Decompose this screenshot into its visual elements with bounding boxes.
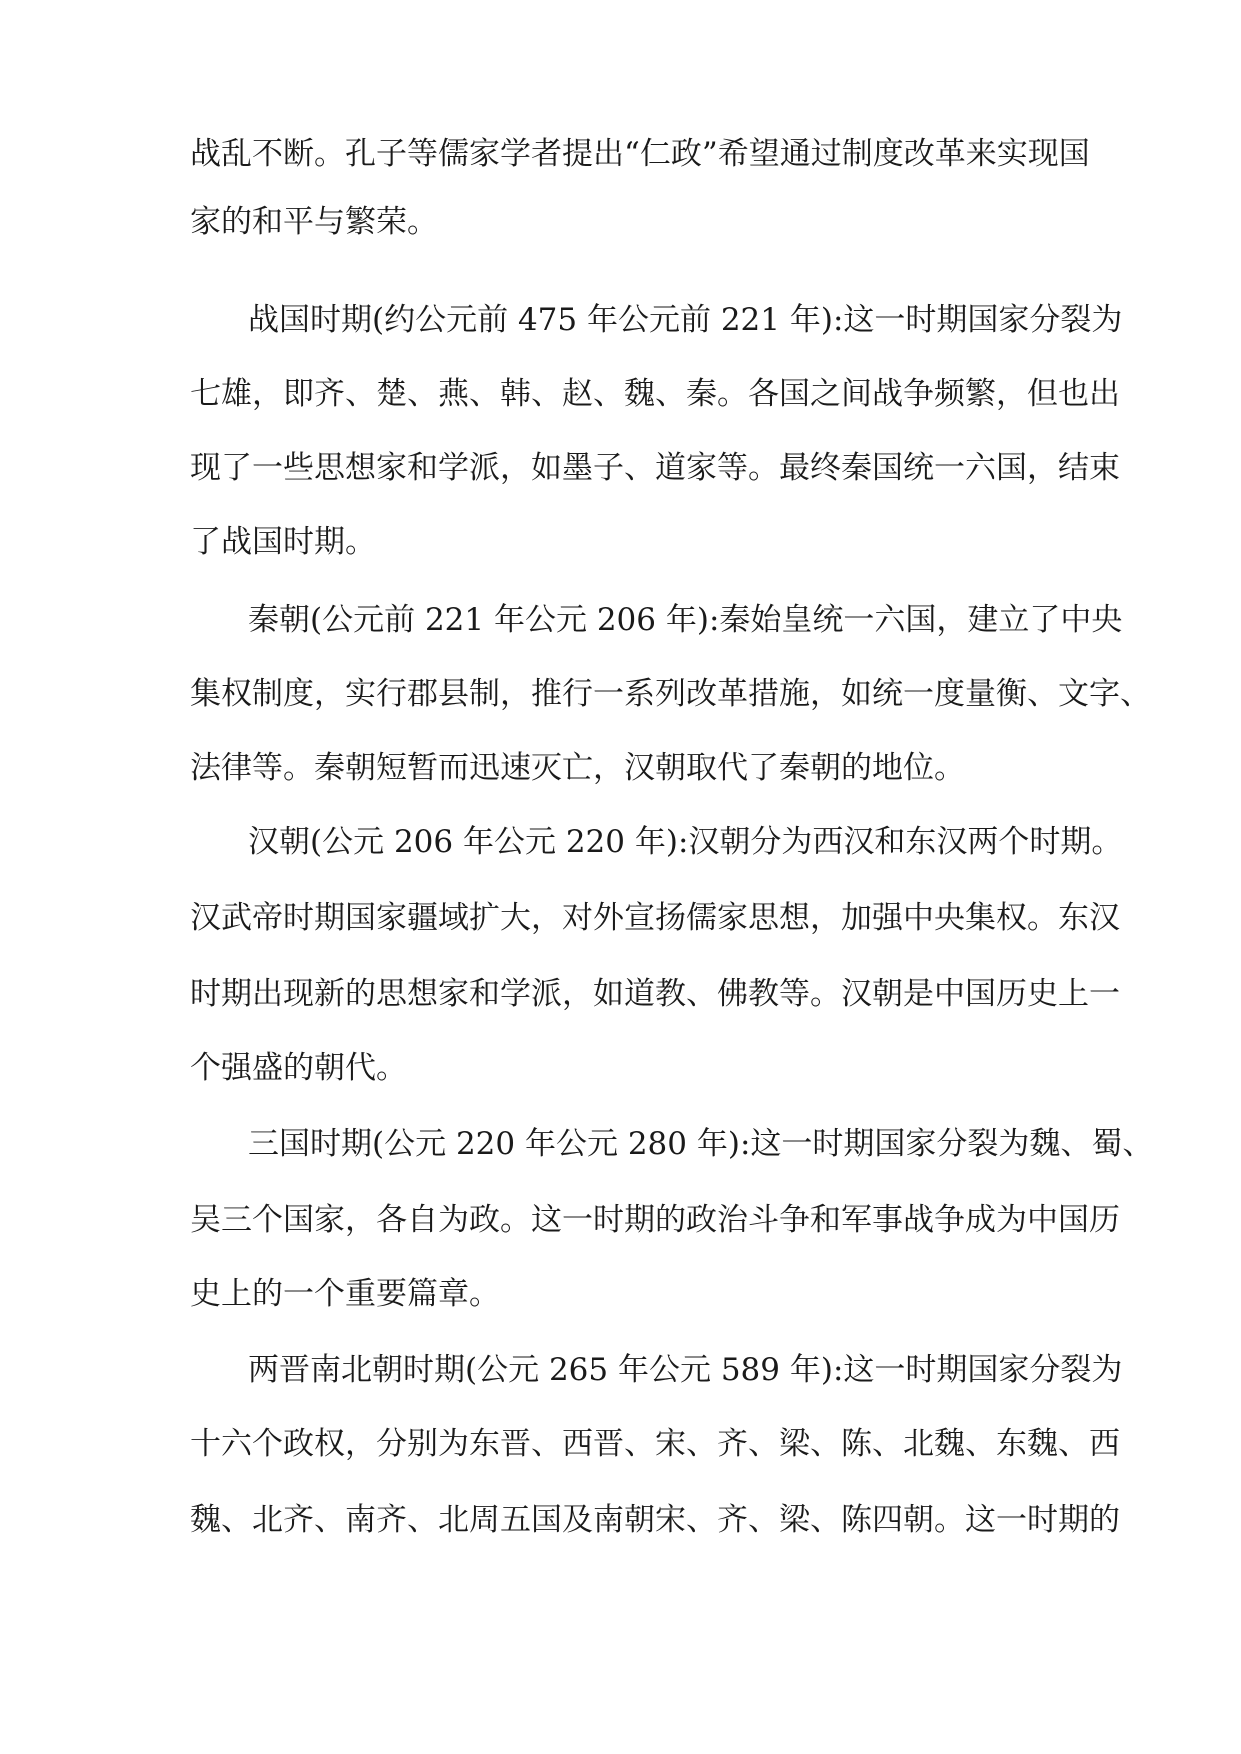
text-line: 十六个政权，分别为东晋、西晋、宋、齐、梁、陈、北魏、东魏、西 (190, 1426, 1120, 1462)
text-line: 两晋南北朝时期(公元 265 年公元 589 年):这一时期国家分裂为 (248, 1352, 1123, 1388)
text-line: 法律等。秦朝短暂而迅速灭亡，汉朝取代了秦朝的地位。 (190, 750, 965, 786)
text-line: 战乱不断。孔子等儒家学者提出“仁政”希望通过制度改革来实现国 (190, 136, 1090, 172)
text-line: 秦朝(公元前 221 年公元 206 年):秦始皇统一六国，建立了中央 (248, 602, 1123, 638)
text-line: 七雄，即齐、楚、燕、韩、赵、魏、秦。各国之间战争频繁，但也出 (190, 376, 1120, 412)
text-line: 吴三个国家，各自为政。这一时期的政治斗争和军事战争成为中国历 (190, 1202, 1120, 1238)
text-line: 汉朝(公元 206 年公元 220 年):汉朝分为西汉和东汉两个时期。 (248, 824, 1123, 860)
text-line: 集权制度，实行郡县制，推行一系列改革措施，如统一度量衡、文字、 (190, 676, 1151, 712)
text-line: 魏、北齐、南齐、北周五国及南朝宋、齐、梁、陈四朝。这一时期的 (190, 1502, 1120, 1538)
text-line: 个强盛的朝代。 (190, 1050, 407, 1086)
text-line: 三国时期(公元 220 年公元 280 年):这一时期国家分裂为魏、蜀、 (248, 1126, 1154, 1162)
text-line: 了战国时期。 (190, 524, 376, 560)
text-line: 家的和平与繁荣。 (190, 204, 438, 240)
text-line: 史上的一个重要篇章。 (190, 1276, 500, 1312)
text-line: 战国时期(约公元前 475 年公元前 221 年):这一时期国家分裂为 (248, 302, 1123, 338)
text-line: 时期出现新的思想家和学派，如道教、佛教等。汉朝是中国历史上一 (190, 976, 1120, 1012)
text-line: 现了一些思想家和学派，如墨子、道家等。最终秦国统一六国，结束 (190, 450, 1120, 486)
text-line: 汉武帝时期国家疆域扩大，对外宣扬儒家思想，加强中央集权。东汉 (190, 900, 1120, 936)
